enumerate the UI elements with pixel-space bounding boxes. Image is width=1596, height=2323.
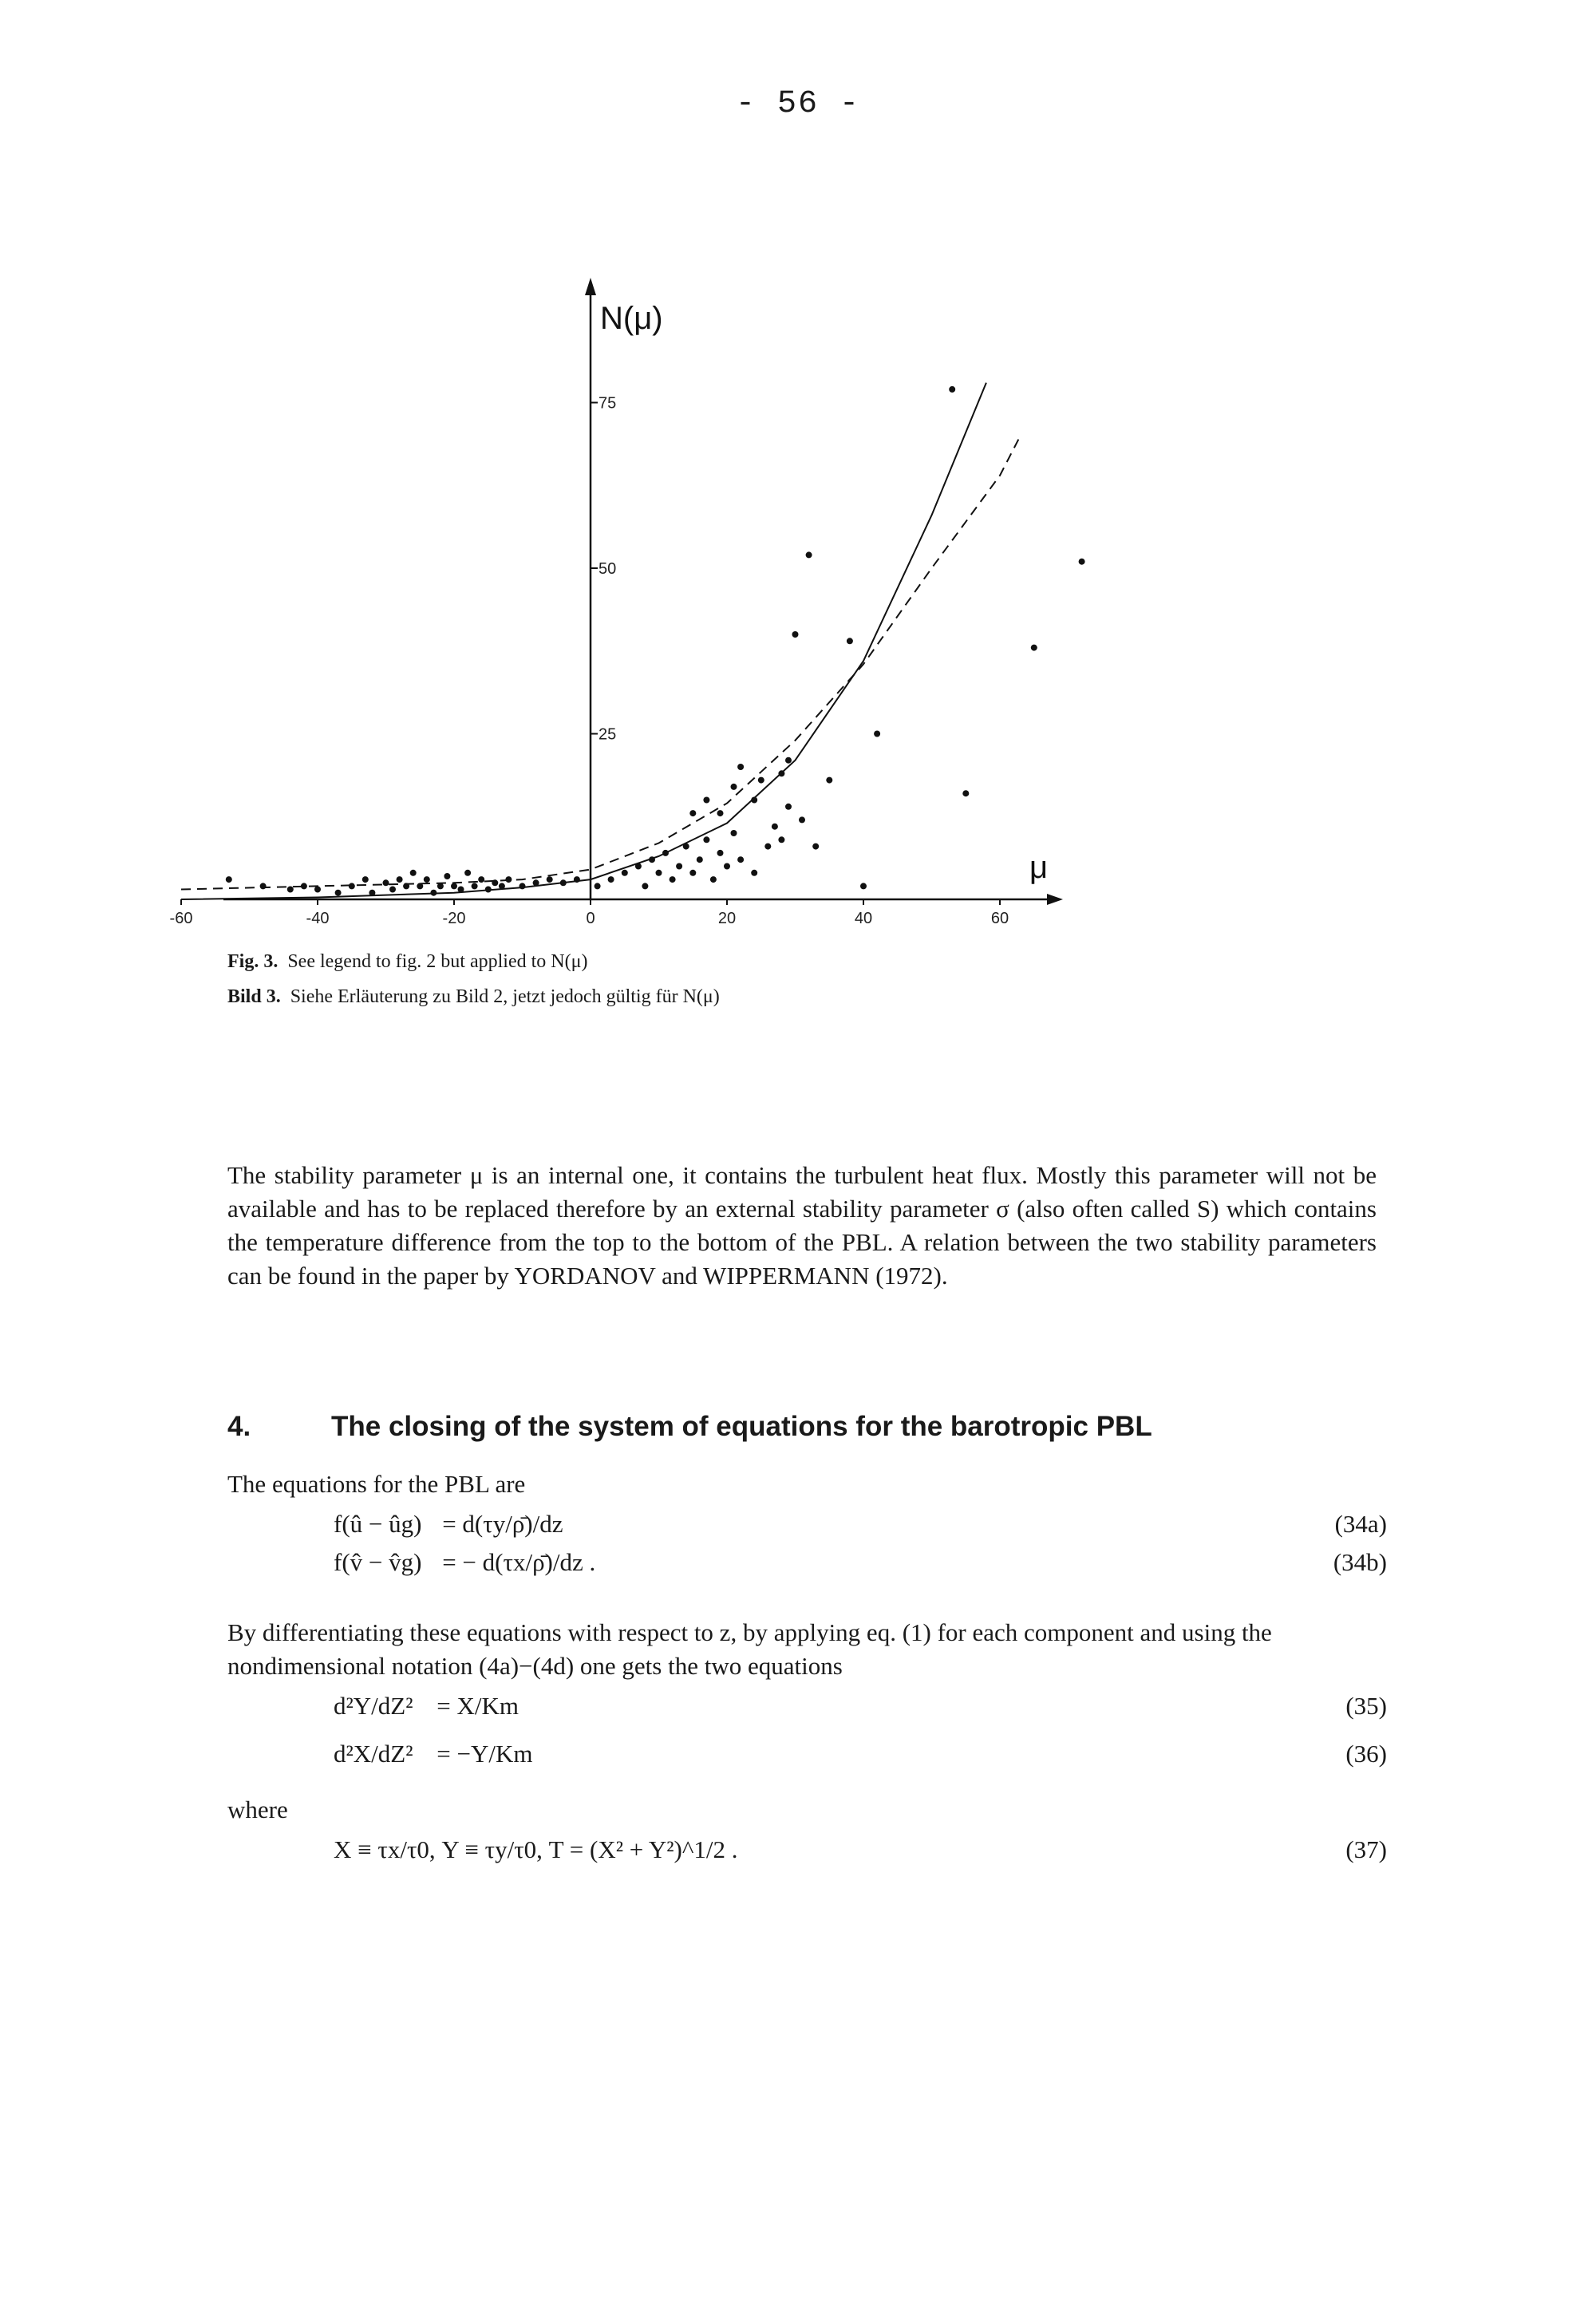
section-number: 4. [227,1411,251,1442]
data-point [717,850,724,856]
data-point [1031,645,1037,651]
data-point [949,386,955,393]
data-point [962,790,969,796]
data-point [683,843,689,850]
equation-number-36: (36) [1345,1740,1387,1768]
data-point [560,879,567,886]
equation-lhs: f(û − ûg) [334,1510,422,1538]
equation-number-34a: (34a) [1334,1510,1387,1538]
data-point [383,879,389,886]
equation-lhs: d²Y/dZ² [334,1692,413,1720]
data-point [349,883,355,889]
data-point [403,883,409,889]
data-point [785,804,792,810]
equation-lhs: d²X/dZ² [334,1740,413,1768]
differentiating-line-1: By differentiating these equations with respect to z, by applying eq. (1) for each component and using the [227,1618,1272,1646]
data-point [458,887,464,893]
equation-34b [334,1548,595,1577]
data-point [314,887,321,893]
equation-rhs: = −Y/Km [437,1740,533,1768]
data-point [362,876,369,883]
data-point [301,883,307,889]
data-point [703,797,709,804]
figure-caption-en [227,951,587,973]
x-tick-label: 20 [717,910,737,927]
data-point [451,883,457,889]
x-tick-label: 60 [990,910,1009,927]
data-point [369,890,375,896]
data-point [430,890,437,896]
data-point [464,870,471,876]
section-title: The closing of the system of equations for the barotropic PBL [331,1411,1152,1442]
figure-caption-de [227,986,720,1008]
equation-number-35: (35) [1345,1692,1387,1720]
section-heading [227,1411,1152,1443]
data-point [689,810,696,816]
equation-lhs: f(v̂ − v̂g) [334,1548,422,1576]
body-paragraph: The stability parameter μ is an internal one, it contains the turbulent heat flux. Mostly this parameter will not be available and has to be replaced therefore by an external stability parameter σ (also often called S) which contains the temperature difference from the top to the bottom of the PBL. A relation between the two stability parameters can be found in the paper by YORDANOV and WIPPERMANN (1972). [227,1161,1377,1290]
data-point [847,638,853,644]
dashed-curve [181,436,1021,890]
data-point [335,890,342,896]
data-point [778,836,784,843]
data-point [874,731,880,737]
data-point [670,876,676,883]
data-point [737,764,744,770]
caption-de-label: Bild 3. [227,986,281,1007]
data-point [710,876,717,883]
data-point [287,887,294,893]
x-tick-label: 0 [586,910,595,927]
equation-37: X ≡ τx/τ0, Y ≡ τy/τ0, T = (X² + Y²)^1/2 . [334,1835,738,1863]
data-point [417,883,423,889]
data-point [622,870,628,876]
data-point [764,843,771,850]
intro-line: The equations for the PBL are [227,1470,526,1498]
data-point [505,876,512,883]
equation-rhs: = X/Km [437,1692,519,1720]
data-point [662,850,669,856]
y-tick-label: 75 [598,394,617,413]
data-point [731,784,737,790]
data-point [717,810,724,816]
data-point [751,797,757,804]
data-point [533,879,539,886]
equation-number-34b: (34b) [1333,1548,1387,1576]
data-point [389,887,396,893]
data-point [826,777,832,784]
caption-en-text: See legend to fig. 2 but applied to N(μ) [287,951,588,972]
solid-curve [181,383,986,899]
where-label: where [227,1796,288,1823]
y-axis-label: N(μ) [600,301,663,336]
data-point [635,863,642,870]
data-point [860,883,867,889]
data-point [812,843,819,850]
data-point [595,883,601,889]
data-point [792,631,799,638]
equation-34a [334,1510,563,1539]
data-point [806,551,812,558]
data-point [697,856,703,863]
data-point [649,856,655,863]
data-point [410,870,417,876]
differentiating-line-2: nondimensional notation (4a)−(4d) one gets the two equations [227,1652,843,1680]
data-point [485,887,492,893]
equation-rhs: = − d(τx/ρ̄)/dz . [442,1548,596,1576]
data-point [397,876,403,883]
data-point [608,876,614,883]
y-tick-label: 25 [598,725,617,744]
x-tick-label: -60 [169,910,193,927]
data-point [492,879,498,886]
data-point [676,863,682,870]
equation-rhs: = d(τy/ρ̄)/dz [442,1510,563,1538]
equation-36 [334,1740,533,1768]
y-tick-label: 50 [598,560,617,578]
data-point [260,883,267,889]
page-number: - 56 - [735,86,861,122]
data-point [499,883,505,889]
data-point [772,824,778,830]
x-axis-label: μ [1029,850,1049,885]
data-point [737,856,744,863]
data-point [758,777,764,784]
data-point [751,870,757,876]
figure-3-chart [169,271,1117,942]
equation-35 [334,1692,519,1721]
data-point [226,876,232,883]
x-axis-arrow [1047,894,1063,905]
data-point [437,883,444,889]
data-point [1079,559,1085,565]
data-point [785,757,792,764]
y-axis-arrow [585,278,596,295]
x-tick-label: -40 [306,910,330,927]
data-point [547,876,553,883]
equation-number-37: (37) [1345,1835,1387,1863]
data-point [689,870,696,876]
data-point [519,883,526,889]
data-point [703,836,709,843]
x-tick-label: -20 [442,910,466,927]
data-point [799,816,805,823]
data-point [642,883,648,889]
data-point [731,830,737,836]
data-point [656,870,662,876]
caption-de-text: Siehe Erläuterung zu Bild 2, jetzt jedoch gültig für N(μ) [290,986,720,1007]
data-point [574,876,580,883]
data-point [724,863,730,870]
data-point [478,876,484,883]
caption-en-label: Fig. 3. [227,951,279,972]
data-point [424,876,430,883]
data-point [444,873,450,879]
chart-axes [223,278,1063,905]
data-point [778,770,784,776]
x-tick-label: 40 [854,910,873,927]
data-point [472,883,478,889]
